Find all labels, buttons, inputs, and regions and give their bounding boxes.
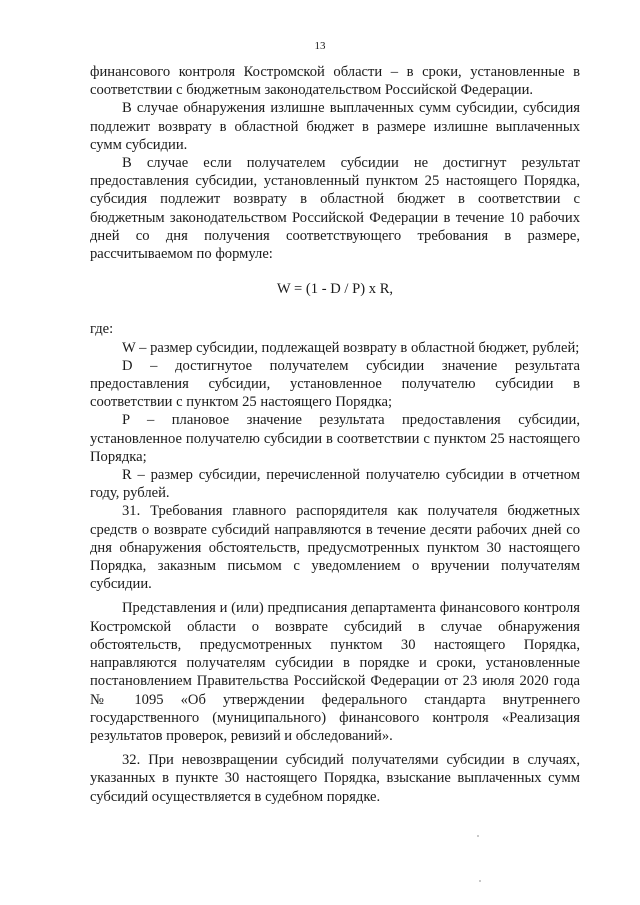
- scan-speck: [477, 835, 479, 837]
- definition-d: D – достигнутое получателем субсидии значение результата предоставления субсидии, установленное получателю субсидии в соответствии с пунктом 25 настоящего Порядка;: [90, 357, 580, 411]
- refund-formula: W = (1 - D / P) x R,: [276, 281, 394, 298]
- where-label: где:: [90, 321, 114, 338]
- definition-p: P – плановое значение результата предоставления субсидии, установленное получателю субсидии в соответствии с пунктом 25 настоящего Порядка;: [90, 412, 580, 465]
- paragraph-item-32: 32. При невозвращении субсидий получателями субсидии в случаях, указанных в пункте 30 настоящего Порядка, взыскание выплаченных сумм субсидий осуществляется в судебном порядке.: [90, 752, 580, 805]
- page-number: 13: [314, 40, 326, 52]
- scan-speck: [479, 880, 481, 882]
- definition-r: R – размер субсидии, перечисленной получателю субсидии в отчетном году, рублей.: [90, 467, 580, 502]
- document-body: [90, 63, 580, 806]
- paragraph-item-31: 31. Требования главного распорядителя как получателя бюджетных средств о возврате субсидий направляются в течение десяти рабочих дней со дня обнаружения обстоятельств, предусмотренных пунктом 30 настоящего Порядка, заказным письмом с уведомлением о вручении получателям субсидии.: [90, 503, 580, 593]
- paragraph-result-not-achieved: В случае если получателем субсидии не достигнут результат предоставления субсидии, установленный пунктом 25 настоящего Порядка, субсидия подлежит возврату в областной бюджет в соответствии с бюджетным законодательством Российской Федерации в течение 10 рабочих дней со дня получения соответствующего требования в размере, рассчитываемом по формуле:: [90, 155, 580, 263]
- paragraph-excess-payment: В случае обнаружения излишне выплаченных сумм субсидии, субсидия подлежит возврату в областной бюджет в размере излишне выплаченных сумм субсидии.: [90, 100, 580, 153]
- paragraph-continuation: финансового контроля Костромской области – в сроки, установленные в соответствии с бюджетным законодательством Российской Федерации.: [90, 64, 580, 99]
- paragraph-financial-control: Представления и (или) предписания департамента финансового контроля Костромской области о возврате субсидий в случае обнаружения обстоятельств, предусмотренных пунктом 30 настоящего Порядка, направляются получателям субсидии в порядке и сроки, установленные постановлением Правительства Российской Федерации от 23 июля 2020 года № 1095 «Об утверждении федерального стандарта внутреннего государственного (муниципального) финансового контроля «Реализация результатов проверок, ревизий и обследований».: [90, 600, 580, 744]
- definition-w: W – размер субсидии, подлежащей возврату в областной бюджет, рублей;: [122, 339, 580, 356]
